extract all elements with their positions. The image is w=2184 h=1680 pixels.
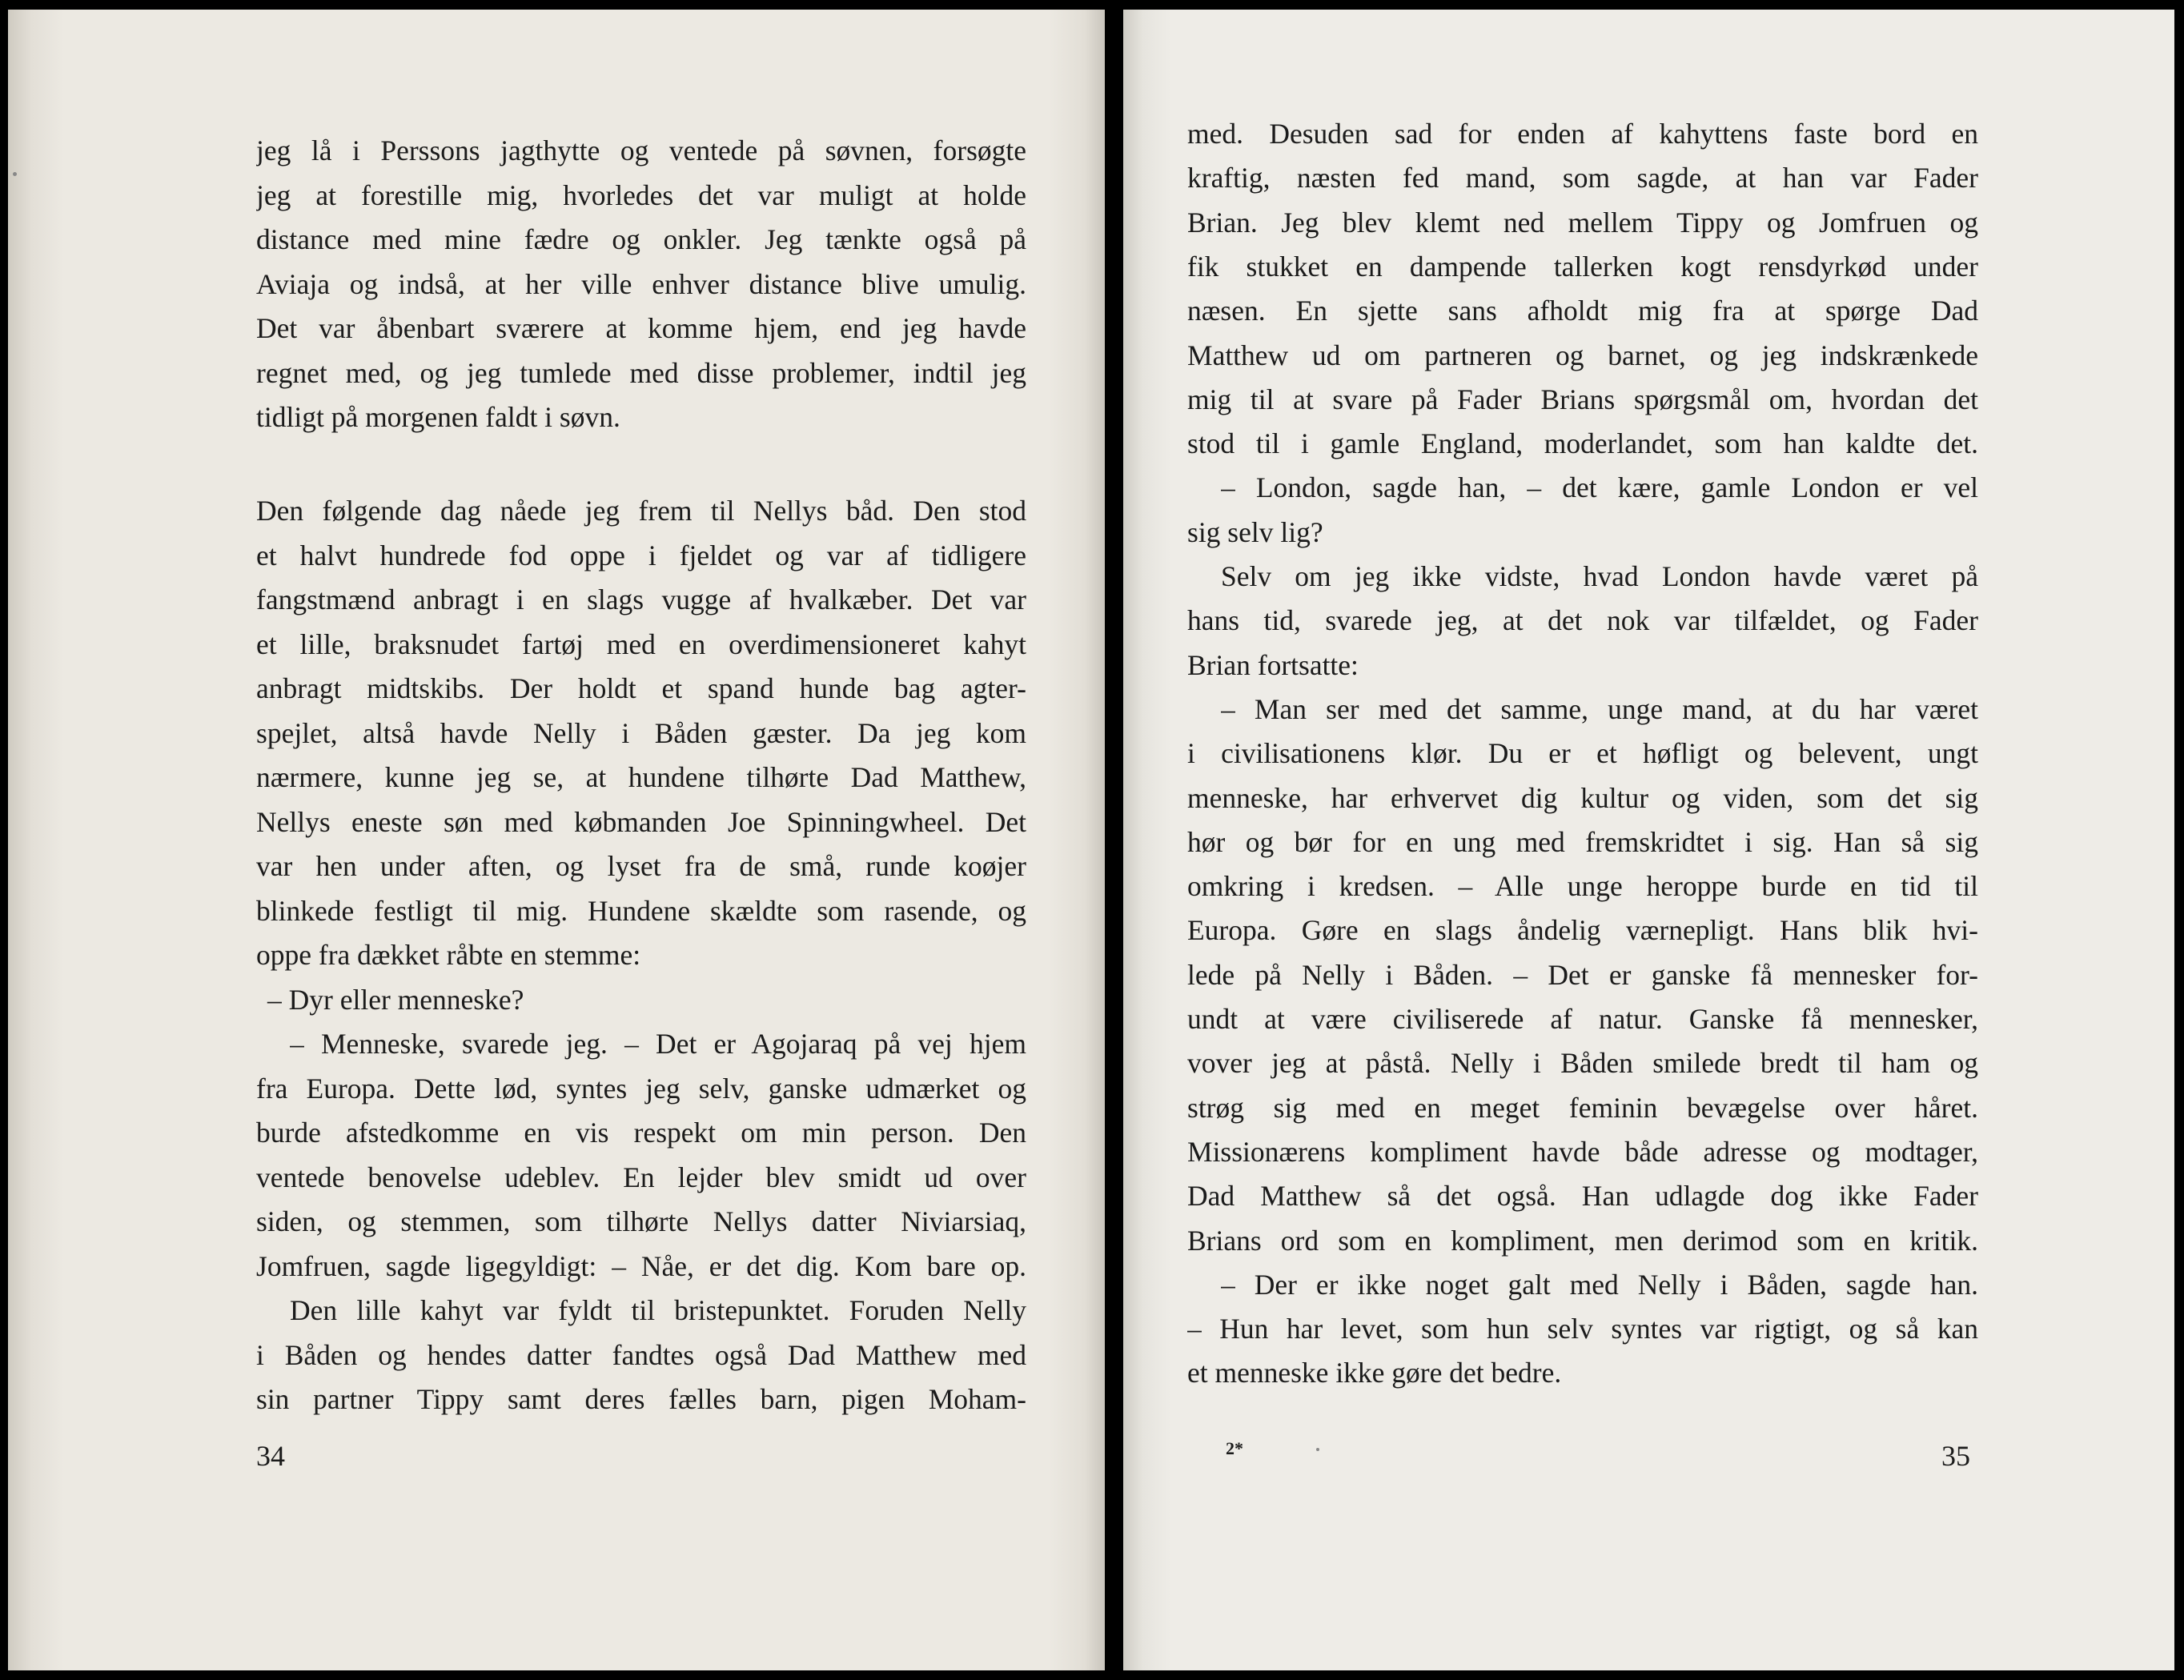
text-line: Den følgende dag nåede jeg frem til Nellys båd. Den stod [256,495,1026,527]
text-line: siden, og stemmen, som tilhørte Nellys datter Niviarsiaq, [256,1205,1026,1237]
text-line: fra Europa. Dette lød, syntes jeg selv, ganske udmærket og [256,1072,1026,1105]
text-line: med. Desuden sad for enden af kahyttens faste bord en [1187,118,1978,150]
text-line: anbragt midtskibs. Der holdt et spand hunde bag agter- [256,672,1026,704]
text-line: Aviaja og indså, at her ville enhver distance blive umulig. [256,267,1026,300]
text-line: sig selv lig? [1187,515,1323,548]
signature-mark: 2* [1226,1438,1243,1458]
text-line: Selv om jeg ikke vidste, hvad London havde været på [1221,560,1978,592]
text-line: i civilisationens klør. Du er et høfligt og belevent, ungt [1187,737,1978,770]
page-number: 35 [1941,1440,1970,1472]
text-line: var hen under aften, og lyset fra de små, runde koøjer [256,850,1026,882]
text-line: undt at være civiliserede af natur. Ganske få mennesker, [1187,1003,1978,1035]
text-line: et halvt hundrede fod oppe i fjeldet og var af tidligere [256,539,1026,571]
text-line: – Man ser med det samme, unge mand, at du har været [1221,692,1978,725]
text-line: fangstmænd anbragt i en slags vugge af hvalkæber. Det var [256,583,1026,615]
text-line: sin partner Tippy samt deres fælles barn, pigen Moham- [256,1383,1026,1415]
text-line: Den lille kahyt var fyldt til bristepunktet. Foruden Nelly [290,1294,1026,1326]
text-line: jeg at forestille mig, hvorledes det var muligt at holde [256,178,1026,211]
text-line: hans tid, svarede jeg, at det nok var tilfældet, og Fader [1187,604,1978,637]
text-line: Dad Matthew så det også. Han udlagde dog ikke Fader [1187,1180,1978,1213]
text-line: menneske, har erhvervet dig kultur og viden, som det sig [1187,781,1978,814]
text-line: kraftig, næsten fed mand, som sagde, at han var Fader [1187,162,1978,194]
text-line: i Båden og hendes datter fandtes også Dad Matthew med [256,1338,1026,1371]
text-line: jeg lå i Perssons jagthytte og ventede på søvnen, forsøgte [256,134,1026,166]
text-line: Matthew ud om partneren og barnet, og jeg indskrænkede [1187,339,1978,371]
text-line: – Der er ikke noget galt med Nelly i Båden, sagde han. [1221,1268,1978,1301]
text-line: tidligt på morgenen faldt i søvn. [256,401,620,433]
page-number: 34 [256,1440,285,1472]
text-line: omkring i kredsen. – Alle unge heroppe burde en tid til [1187,870,1978,903]
text-line: Jomfruen, sagde ligegyldigt: – Nåe, er det dig. Kom bare op. [256,1249,1026,1282]
text-line: vover jeg at påstå. Nelly i Båden smilede bredt til ham og [1187,1047,1978,1080]
text-line: distance med mine fædre og onkler. Jeg tænkte også på [256,223,1026,255]
text-line: burde afstedkomme en vis respekt om min person. Den [256,1117,1026,1149]
text-line: regnet med, og jeg tumlede med disse problemer, indtil jeg [256,356,1026,389]
text-line: – Dyr eller menneske? [267,983,524,1016]
text-line: Brians ord som en kompliment, men derimod som en kritik. [1187,1224,1978,1257]
text-line: mig til at svare på Fader Brians spørgsmål om, hvordan det [1187,383,1978,415]
left-page [8,10,1105,1670]
text-line: – Menneske, svarede jeg. – Det er Agojaraq på vej hjem [290,1028,1026,1060]
text-line: Brian. Jeg blev klemt ned mellem Tippy og Jomfruen og [1187,206,1978,239]
text-line: ventede benovelse udeblev. En lejder blev smidt ud over [256,1161,1026,1193]
text-line: et lille, braksnudet fartøj med en overdimensioneret kahyt [256,627,1026,660]
text-line: spejlet, altså havde Nelly i Båden gæster. Da jeg kom [256,716,1026,749]
text-line: strøg sig med en meget feminin bevægelse over håret. [1187,1091,1978,1124]
text-line: nærmere, kunne jeg se, at hundene tilhørte Dad Matthew, [256,761,1026,793]
text-line: lede på Nelly i Båden. – Det er ganske få mennesker for- [1187,958,1978,991]
right-page-text [1187,111,1978,1432]
text-line: et menneske ikke gøre det bedre. [1187,1357,1562,1389]
text-line: stod til i gamle England, moderlandet, som han kaldte det. [1187,427,1978,460]
right-page [1123,10,2174,1670]
text-line: blinkede festligt til mig. Hundene skældte som rasende, og [256,894,1026,927]
text-line: næsen. En sjette sans afholdt mig fra at spørge Dad [1187,295,1978,327]
text-line: Nellys eneste søn med købmanden Joe Spinningwheel. Det [256,805,1026,838]
text-line: oppe fra dækket råbte en stemme: [256,939,641,971]
text-line: Det var åbenbart sværere at komme hjem, end jeg havde [256,312,1026,344]
left-page-text [256,128,1026,1425]
paper-speck [1316,1448,1319,1451]
text-line: Missionærens kompliment havde både adresse og modtager, [1187,1135,1978,1168]
text-line: – Hun har levet, som hun selv syntes var rigtigt, og så kan [1187,1313,1978,1345]
text-line: Brian fortsatte: [1187,648,1359,681]
text-line: Europa. Gøre en slags åndelig værnepligt. Hans blik hvi- [1187,914,1978,947]
text-line: fik stukket en dampende tallerken kogt rensdyrkød under [1187,250,1978,283]
text-line: hør og bør for en ung med fremskridtet i sig. Han så sig [1187,825,1978,858]
paper-speck [13,172,17,176]
text-line: – London, sagde han, – det kære, gamle London er vel [1221,471,1978,504]
